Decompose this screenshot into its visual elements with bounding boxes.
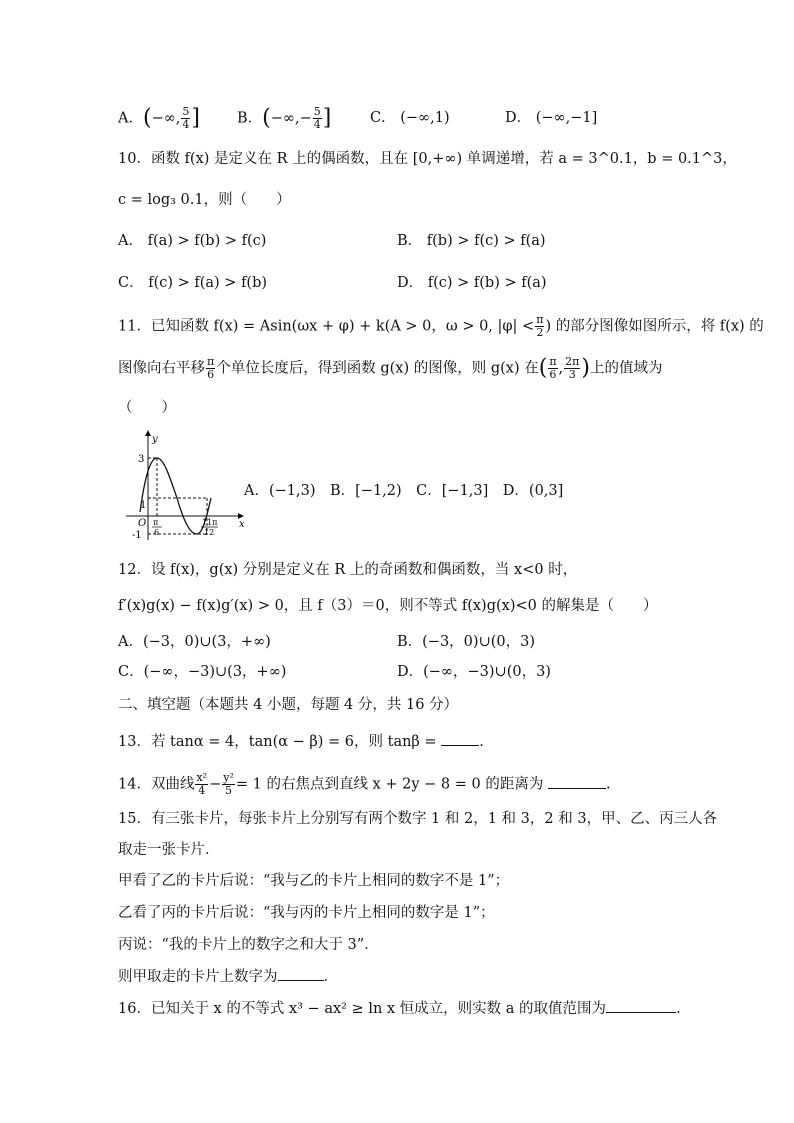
section-heading: 二、填空题（本题共 4 小题，每题 4 分，共 16 分） bbox=[118, 697, 459, 713]
q9-option-b: B．(−∞,− $\frac{5}{4}$ ] bbox=[237, 105, 332, 131]
tick-6: 6 bbox=[154, 528, 160, 537]
q12-option-a: A．(−3，0)∪(3，+∞) bbox=[118, 634, 271, 650]
y-axis-arrow bbox=[145, 430, 151, 436]
q15-blank[interactable] bbox=[278, 966, 324, 981]
q10-option-d: D． f(c) > f(b) > f(a) bbox=[397, 275, 547, 291]
q9-option-c: C． (−∞,1) bbox=[370, 110, 450, 126]
q13-blank[interactable] bbox=[441, 731, 479, 746]
tick-1: 1 bbox=[140, 500, 147, 511]
q16-blank[interactable] bbox=[606, 998, 676, 1013]
q15-line3: 甲看了乙的卡片后说：“我与乙的卡片上相同的数字不是 1”； bbox=[118, 873, 510, 889]
y-label: y bbox=[152, 434, 158, 445]
tick-11pi: 11π bbox=[202, 518, 218, 527]
q12-option-c: C．(−∞，−3)∪(3，+∞) bbox=[118, 664, 287, 680]
q15-line4: 乙看了丙的卡片后说：“我与丙的卡片上相同的数字是 1”； bbox=[118, 905, 495, 921]
tick-pi: π bbox=[153, 518, 159, 527]
q15-line2: 取走一张卡片． bbox=[118, 842, 220, 858]
q11-line2: 图像向右平移 $\frac{\pi}{6}$ 个单位长度后，得到函数 g(x) 的图像，则 g(x) 在( $\frac{\pi}{6}$ , $\frac{2\pi}{3}$ )上的值域为 bbox=[118, 355, 663, 381]
q14: 14．双曲线 $\frac{\text{x²}}{4}$ − $\frac{\text{y²}}{5}$ = 1 的右焦点到直线 x + 2y − 8 = 0 的距离为 . bbox=[118, 771, 611, 797]
tick-12: 12 bbox=[204, 528, 215, 537]
q15-line1: 15．有三张卡片，每张卡片上分别写有两个数字 1 和 2，1 和 3，2 和 3，甲、乙、丙三人各 bbox=[118, 811, 718, 827]
q11-line1: 11．已知函数 f(x) = Asin(ωx + φ) + k(A > 0，ω > 0, |φ| < $\frac{\pi}{2}$ ) 的部分图像如图所示，将 f(x) 的 bbox=[118, 313, 764, 339]
q10-option-a: A． f(a) > f(b) > f(c) bbox=[118, 233, 267, 249]
tick-neg1: -1 bbox=[132, 530, 142, 541]
q9-option-a: A．(−∞, $\frac{5}{4}$ ] bbox=[118, 105, 201, 131]
sine-graph bbox=[126, 428, 246, 543]
x-label: x bbox=[239, 519, 245, 530]
q12-line1: 12．设 f(x)，g(x) 分别是定义在 R 上的奇函数和偶函数，当 x<0 时， bbox=[118, 562, 578, 578]
q12-option-d: D．(−∞，−3)∪(0，3) bbox=[397, 664, 551, 680]
q15-line5: 丙说：“我的卡片上的数字之和大于 3”． bbox=[118, 937, 379, 953]
q14-blank[interactable] bbox=[548, 774, 606, 789]
q11-paren: （ ） bbox=[118, 400, 176, 416]
q13: 13．若 tanα = 4，tan(α − β) = 6，则 tanβ = . bbox=[118, 731, 484, 752]
q10-line2: c = log₃ 0.1，则（ ） bbox=[118, 192, 291, 208]
q9-option-d: D． (−∞,−1] bbox=[505, 110, 598, 126]
q10-line1: 10．函数 f(x) 是定义在 R 上的偶函数，且在 [0,+∞) 单调递增，若 a = 3^0.1，b = 0.1^3， bbox=[118, 151, 737, 167]
q12-option-b: B．(−3，0)∪(0，3) bbox=[397, 634, 535, 650]
q12-line2: f′(x)g(x) − f(x)g′(x) > 0，且 f（3）＝0，则不等式 f(x)g(x)<0 的解集是（ ） bbox=[118, 598, 658, 614]
q10-option-c: C． f(c) > f(a) > f(b) bbox=[118, 275, 268, 291]
tick-3: 3 bbox=[138, 454, 145, 465]
q10-option-b: B． f(b) > f(c) > f(a) bbox=[397, 233, 546, 249]
origin-label: O bbox=[138, 518, 147, 529]
q15-line6: 则甲取走的卡片上数字为 . bbox=[118, 966, 328, 987]
sine-curve bbox=[140, 458, 211, 534]
q11-choices: A．(−1,3) B．[−1,2) C．[−1,3] D．(0,3] bbox=[244, 483, 564, 499]
q16: 16．已知关于 x 的不等式 x³ − ax² ≥ ln x 恒成立，则实数 a 的取值范围为 . bbox=[118, 998, 681, 1019]
